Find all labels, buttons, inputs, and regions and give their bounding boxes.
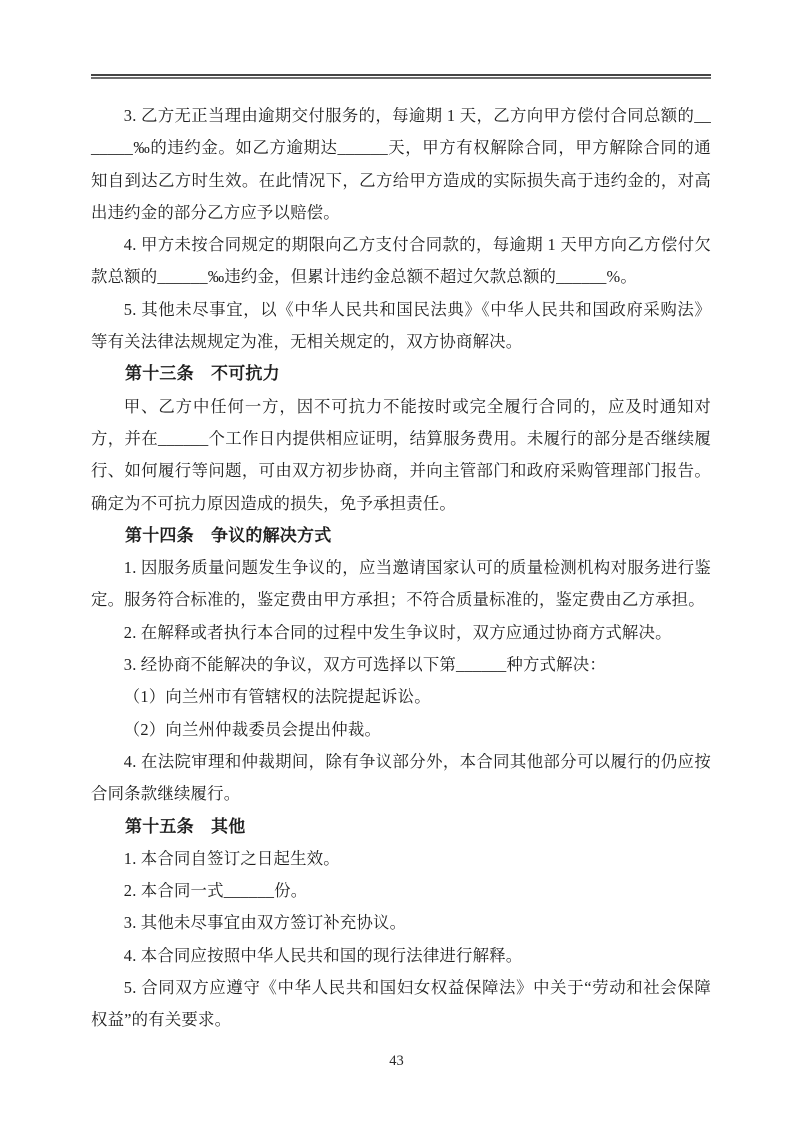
clause-12-item-5: 5. 其他未尽事宜，以《中华人民共和国民法典》《中华人民共和国政府采购法》等有关法律法规规定为准，无相关规定的，双方协商解决。: [91, 299, 711, 352]
clause-14-item-4: 4. 在法院审理和仲裁期间，除有争议部分外，本合同其他部分可以履行的仍应按合同条款继续履行。: [91, 751, 711, 804]
clause-15-item-2: 2. 本合同一式______份。: [123, 881, 308, 901]
clause-14-item-2: 2. 在解释或者执行本合同的过程中发生争议时，双方应通过协商方式解决。: [123, 622, 672, 642]
clause-13-body: 甲、乙方中任何一方，因不可抗力不能按时或完全履行合同的，应及时通知对方，并在______个工作日内提供相应证明，结算服务费用。未履行的部分是否继续履行、如何履行等问题，可由双方初步协商，并向主管部门和政府采购管理部门报告。确定为不可抗力原因造成的损失，免予承担责任。: [91, 396, 711, 513]
clause-13-heading: 第十三条 不可抗力: [125, 364, 280, 384]
clause-12-item-4: 4. 甲方未按合同规定的期限向乙方支付合同款的，每逾期 1 天甲方向乙方偿付欠款总额的______‰违约金，但累计违约金总额不超过欠款总额的______%。: [91, 235, 711, 287]
clause-14-option-1: （1）向兰州市有管辖权的法院提起诉讼。: [123, 687, 431, 707]
clause-15-item-4: 4. 本合同应按照中华人民共和国的现行法律进行解释。: [123, 945, 523, 965]
clause-14-item-1: 1. 因服务质量问题发生争议的，应当邀请国家认可的质量检测机构对服务进行鉴定。服务符合标准的，鉴定费由甲方承担；不符合质量标准的，鉴定费由乙方承担。: [91, 558, 711, 610]
clause-15-item-1: 1. 本合同自签订之日起生效。: [123, 848, 340, 868]
header-divider: [91, 74, 711, 79]
clause-14-heading: 第十四条 争议的解决方式: [125, 525, 332, 545]
clause-15-item-5: 5. 合同双方应遵守《中华人民共和国妇女权益保障法》中关于“劳动和社会保障权益”的有关要求。: [91, 978, 711, 1030]
clause-14-option-2: （2）向兰州仲裁委员会提出仲裁。: [123, 719, 382, 739]
clause-14-item-3: 3. 经协商不能解决的争议，双方可选择以下第______种方式解决：: [123, 655, 606, 675]
page-number: 43: [389, 1053, 404, 1069]
clause-15-item-3: 3. 其他未尽事宜由双方签订补充协议。: [123, 913, 407, 933]
clause-15-heading: 第十五条 其他: [125, 816, 246, 836]
contract-body: [91, 100, 711, 1037]
clause-12-item-3: 3. 乙方无正当理由逾期交付服务的，每逾期 1 天，乙方向甲方偿付合同总额的_______‰的违约金。如乙方逾期达______天，甲方有权解除合同，甲方解除合同的通知自到达乙方时生效。在此情况下，乙方给甲方造成的实际损失高于违约金的，对高出违约金的部分乙方应予以赔偿。: [91, 106, 711, 222]
